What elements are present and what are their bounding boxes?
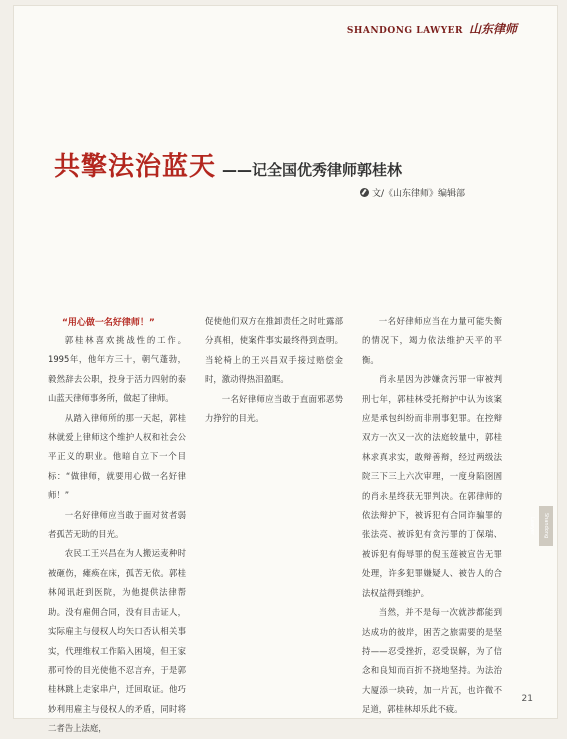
pen-icon xyxy=(360,188,369,197)
magazine-header xyxy=(347,20,517,37)
section-subhead: “用心做一名好律师！” xyxy=(62,318,155,328)
paragraph: 从踏入律师所的那一天起，郭桂林就爱上律师这个维护人权和社会公平正义的职业。他暗自立下一个目标：“做律师，就要用心做一名好律师！” xyxy=(48,412,186,501)
title-main: 共擎法治蓝天 xyxy=(54,152,217,182)
page-number: 21 xyxy=(521,694,533,704)
byline-text: 文/《山东律师》编辑部 xyxy=(372,189,466,199)
paragraph: 一名好律师应当敢于面对贫者弱者孤苦无助的目光。 xyxy=(48,509,186,540)
paragraph: 当然，并不是每一次就涉都能到达成功的彼岸，困苦之旅需要的是坚持——忍受挫折，忍受误解，为了信念和良知而百折不挠地坚持。为法治大厦添一块砖，加一片瓦，也许微不足道，郭桂林却乐此不疲。 xyxy=(362,607,502,715)
column-2 xyxy=(205,312,343,428)
paragraph: 肖永星因为涉嫌贪污罪一审被判刑七年，郭桂林受托辩护中认为该案应是承包纠纷而非刑事犯罪。在控辩双方一次又一次的法庭较量中，郭桂林求真求实，敢辩善辩，经过两级法院三下三上六次审理，一度身陷囹圄的肖永星终获无罪判决。在郭律师的依法辩护下，被诉犯有合同诈骗罪的张法亮、被诉犯有贪污罪的丁保瑞、被诉犯有侮辱罪的倪玉莲被宣告无罪处理，许多犯罪嫌疑人、被告人的合法权益得到维护。 xyxy=(362,374,502,598)
paragraph: 一名好律师应当在力量可能失衡的情况下，竭力依法维护天平的平衡。 xyxy=(362,316,502,365)
paragraph: 农民工王兴昌在为人搬运麦种时被砸伤，瘫痪在床，孤苦无依。郭桂林闻讯赶到医院，为他提供法律帮助。没有雇佣合同，没有目击证人，实际雇主与侵权人均矢口否认相关事实，代理维权工作陷入困境，但王家那可怜的目光使他不忍言弃，于是郭桂林跳上走家串户，迁回取证。他巧妙利用雇主与侵权人的矛盾，同时将二者告上法庭， xyxy=(48,548,186,734)
paragraph: 一名好律师应当敢于直面邪恶势力挣狞的目光。 xyxy=(205,393,343,424)
paragraph: 促使他们双方在推卸责任之时吐露部分真相，使案件事实最终得到查明。当轮椅上的王兴昌双手接过赔偿金时，激动得热泪盈眶。 xyxy=(205,316,343,385)
column-1 xyxy=(48,315,186,739)
column-3 xyxy=(362,312,502,720)
article-title xyxy=(54,146,402,183)
title-subtitle: ——记全国优秀律师郭桂林 xyxy=(222,161,403,179)
side-tab: Shandong Lawyer xyxy=(539,506,553,546)
brand-chinese: 山东律师 xyxy=(468,22,517,36)
paragraph: 郭桂林喜欢挑战性的工作。1995年，他年方三十，朝气蓬勃，毅然辞去公职，投身于活力四射的泰山蓝天律师事务所，做起了律师。 xyxy=(48,335,186,404)
byline xyxy=(360,186,465,199)
brand-english: SHANDONG LAWYER xyxy=(346,26,463,36)
